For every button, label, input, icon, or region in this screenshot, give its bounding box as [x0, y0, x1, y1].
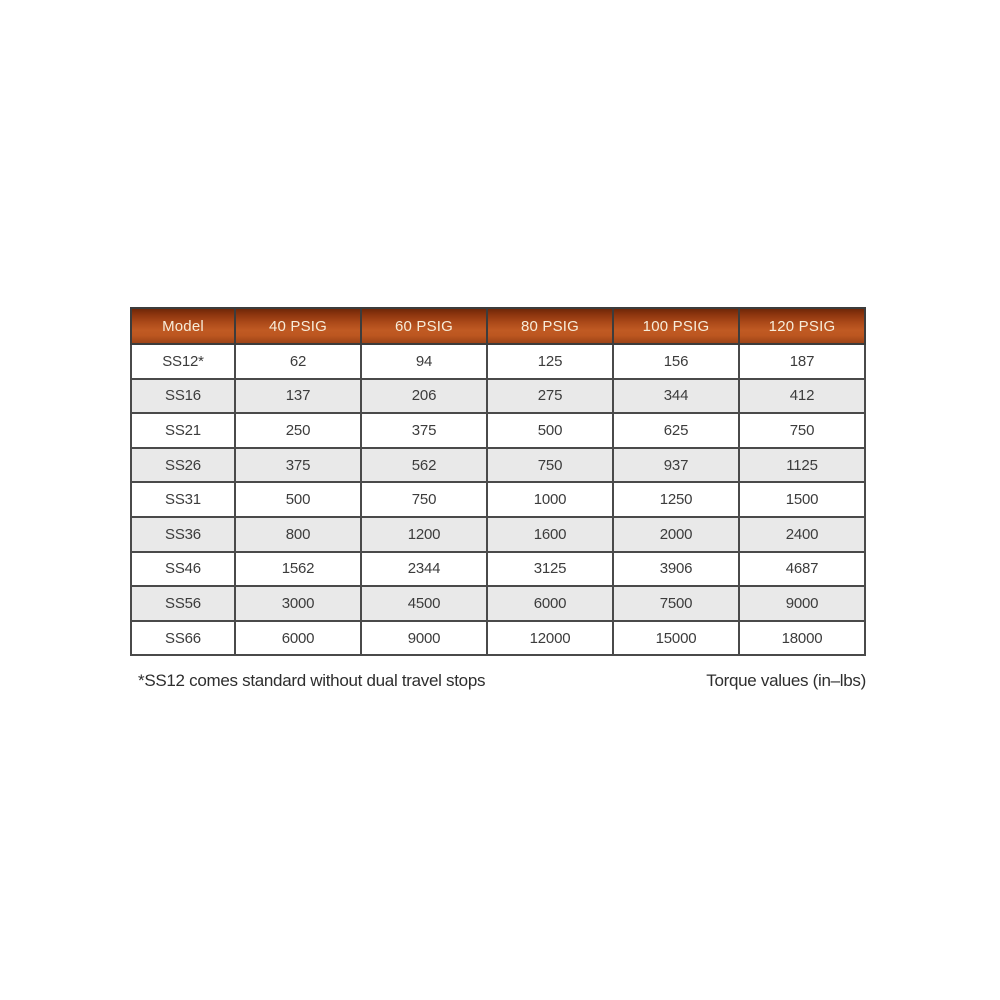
value-cell: 800 — [235, 517, 361, 552]
value-cell: 500 — [235, 482, 361, 517]
model-cell: SS26 — [131, 448, 235, 483]
value-cell: 750 — [487, 448, 613, 483]
model-cell: SS36 — [131, 517, 235, 552]
value-cell: 12000 — [487, 621, 613, 656]
column-header-120-psig: 120 PSIG — [739, 308, 865, 344]
model-cell: SS56 — [131, 586, 235, 621]
value-cell: 125 — [487, 344, 613, 379]
value-cell: 412 — [739, 379, 865, 414]
model-cell: SS31 — [131, 482, 235, 517]
caption-text: Torque values (in–lbs) — [706, 671, 866, 690]
value-cell: 137 — [235, 379, 361, 414]
model-cell: SS21 — [131, 413, 235, 448]
value-cell: 3125 — [487, 552, 613, 587]
value-cell: 4500 — [361, 586, 487, 621]
value-cell: 6000 — [487, 586, 613, 621]
value-cell: 9000 — [361, 621, 487, 656]
model-cell: SS66 — [131, 621, 235, 656]
value-cell: 18000 — [739, 621, 865, 656]
column-header-model: Model — [131, 308, 235, 344]
model-cell: SS12* — [131, 344, 235, 379]
value-cell: 250 — [235, 413, 361, 448]
model-cell: SS46 — [131, 552, 235, 587]
value-cell: 15000 — [613, 621, 739, 656]
value-cell: 2344 — [361, 552, 487, 587]
value-cell: 6000 — [235, 621, 361, 656]
column-header-60-psig: 60 PSIG — [361, 308, 487, 344]
value-cell: 9000 — [739, 586, 865, 621]
value-cell: 156 — [613, 344, 739, 379]
value-cell: 4687 — [739, 552, 865, 587]
table-header-row — [131, 308, 865, 344]
value-cell: 1125 — [739, 448, 865, 483]
table-row — [131, 621, 865, 656]
value-cell: 1600 — [487, 517, 613, 552]
value-cell: 3906 — [613, 552, 739, 587]
table-row — [131, 517, 865, 552]
table-row — [131, 552, 865, 587]
value-cell: 94 — [361, 344, 487, 379]
table-footer — [130, 671, 866, 691]
table-row — [131, 482, 865, 517]
footnote-text: *SS12 comes standard without dual travel stops — [138, 671, 486, 690]
table-body — [131, 344, 865, 655]
value-cell: 7500 — [613, 586, 739, 621]
table-row — [131, 448, 865, 483]
column-header-100-psig: 100 PSIG — [613, 308, 739, 344]
value-cell: 344 — [613, 379, 739, 414]
value-cell: 1200 — [361, 517, 487, 552]
value-cell: 2000 — [613, 517, 739, 552]
value-cell: 1562 — [235, 552, 361, 587]
column-header-80-psig: 80 PSIG — [487, 308, 613, 344]
value-cell: 1250 — [613, 482, 739, 517]
value-cell: 625 — [613, 413, 739, 448]
value-cell: 3000 — [235, 586, 361, 621]
table-row — [131, 586, 865, 621]
value-cell: 750 — [739, 413, 865, 448]
value-cell: 275 — [487, 379, 613, 414]
table-row — [131, 344, 865, 379]
value-cell: 750 — [361, 482, 487, 517]
value-cell: 1500 — [739, 482, 865, 517]
table-row — [131, 413, 865, 448]
value-cell: 187 — [739, 344, 865, 379]
value-cell: 500 — [487, 413, 613, 448]
table-row — [131, 379, 865, 414]
value-cell: 1000 — [487, 482, 613, 517]
value-cell: 937 — [613, 448, 739, 483]
value-cell: 375 — [235, 448, 361, 483]
torque-table — [130, 307, 866, 656]
model-cell: SS16 — [131, 379, 235, 414]
value-cell: 2400 — [739, 517, 865, 552]
value-cell: 375 — [361, 413, 487, 448]
value-cell: 206 — [361, 379, 487, 414]
column-header-40-psig: 40 PSIG — [235, 308, 361, 344]
torque-table-container — [130, 307, 866, 656]
value-cell: 62 — [235, 344, 361, 379]
value-cell: 562 — [361, 448, 487, 483]
